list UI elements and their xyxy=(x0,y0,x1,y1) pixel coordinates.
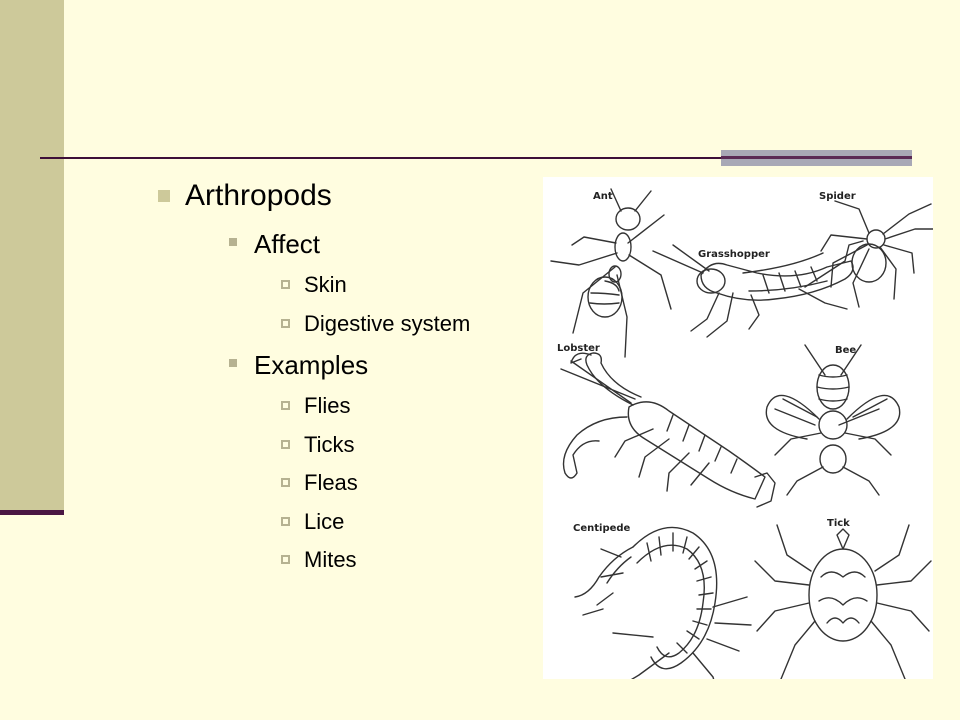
bullet-item xyxy=(281,503,470,542)
bee-label: Bee xyxy=(835,345,857,356)
left-bar-underline xyxy=(0,510,64,515)
bullet-item xyxy=(281,387,470,426)
bullet-examples xyxy=(229,345,470,580)
bullet-item xyxy=(281,541,470,580)
bullet-text: Lice xyxy=(304,508,345,534)
bullet-text: Flies xyxy=(304,393,351,418)
bullet-text: Mites xyxy=(304,547,357,572)
hollow-square-bullet-icon xyxy=(281,401,290,410)
grasshopper-drawing xyxy=(653,241,863,337)
grasshopper-label: Grasshopper xyxy=(698,249,770,260)
tick-label: Tick xyxy=(827,518,850,529)
centipede-label: Centipede xyxy=(573,523,631,534)
bullet-item xyxy=(281,266,470,305)
bullet-affect xyxy=(229,224,470,343)
hollow-square-bullet-icon xyxy=(281,478,290,487)
bee-drawing xyxy=(766,345,899,495)
bullet-text: Fleas xyxy=(304,470,358,495)
ant-drawing xyxy=(551,189,671,357)
hollow-square-bullet-icon xyxy=(281,555,290,564)
bullet-label: Examples xyxy=(254,350,369,380)
square-bullet-icon xyxy=(229,359,237,367)
lobster-drawing xyxy=(557,343,775,507)
bullet-item xyxy=(281,305,470,344)
bullet-text: Ticks xyxy=(304,431,355,457)
bullet-content xyxy=(158,176,470,580)
spider-drawing xyxy=(819,191,933,307)
lobster-label: Lobster xyxy=(557,343,600,354)
bullet-text: Digestive system xyxy=(304,310,471,336)
arthropods-illustration xyxy=(543,177,933,679)
bullet-item xyxy=(281,426,470,465)
bullet-label: Affect xyxy=(254,229,321,259)
bullet-text: Skin xyxy=(304,272,347,297)
square-bullet-icon xyxy=(158,190,170,202)
bullet-item xyxy=(281,464,470,503)
centipede-drawing xyxy=(573,523,751,679)
sub-sub-bullet-list xyxy=(281,387,470,580)
hollow-square-bullet-icon xyxy=(281,517,290,526)
hollow-square-bullet-icon xyxy=(281,280,290,289)
bullet-arthropods xyxy=(158,176,470,580)
bullet-label: Arthropods xyxy=(185,179,332,212)
left-accent-bar xyxy=(0,0,64,512)
hollow-square-bullet-icon xyxy=(281,319,290,328)
tick-drawing xyxy=(755,518,931,679)
title-divider-accent xyxy=(721,150,912,166)
sub-bullet-list xyxy=(229,224,470,580)
sub-sub-bullet-list xyxy=(281,266,470,343)
ant-label: Ant xyxy=(593,191,613,202)
square-bullet-icon xyxy=(229,238,237,246)
spider-label: Spider xyxy=(819,191,856,202)
hollow-square-bullet-icon xyxy=(281,440,290,449)
